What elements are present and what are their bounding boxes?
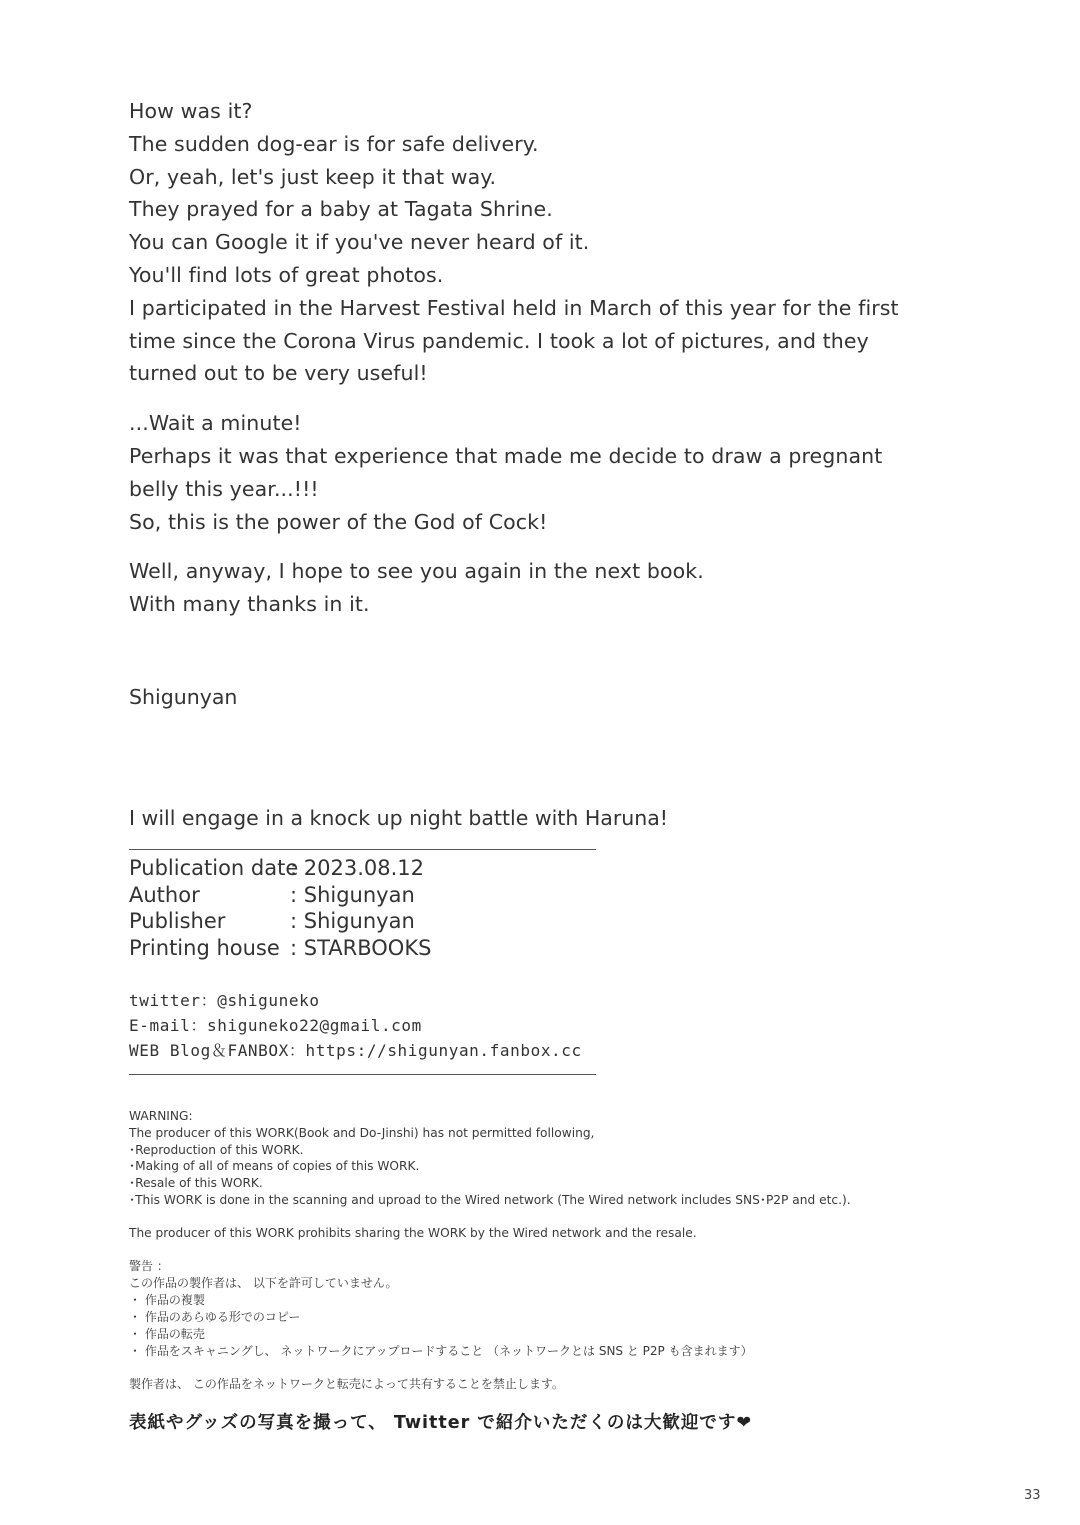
page-number: 33	[1024, 1488, 1041, 1503]
warning-english	[129, 1108, 851, 1242]
warning-item: ・ 作品の転売	[129, 1327, 205, 1341]
afterword-line: With many thanks in it.	[129, 592, 370, 617]
warning-item: ・ 作品をスキャニングし、 ネットワークにアップロードすること （ネットワークとは SNS と P2P も含まれます）	[129, 1344, 753, 1358]
warning-intro: The producer of this WORK(Book and Do-Jinshi) has not permitted following,	[129, 1125, 595, 1140]
afterword-line: I participated in the Harvest Festival held in March of this year for the first	[129, 295, 899, 320]
welcome-text: 表紙やグッズの写真を撮って、 Twitter で紹介いただくのは大歓迎です	[129, 1413, 737, 1433]
afterword-line: turned out to be very useful!	[129, 361, 428, 386]
web-link: WEB Blog＆FANBOX：https://shigunyan.fanbox.cc	[129, 1041, 582, 1060]
warning-item: ･This WORK is done in the scanning and uproad to the Wired network (The Wired network includes SNS･P2P and etc.).	[129, 1192, 851, 1207]
afterword-paragraph-2	[129, 407, 899, 538]
warning-item: ・ 作品のあらゆる形でのコピー	[129, 1310, 301, 1324]
colophon-row	[129, 855, 431, 882]
afterword-line: The sudden dog-ear is for safe delivery.	[129, 131, 539, 156]
colophon-label: Publisher	[129, 909, 226, 933]
afterword-line: Or, yeah, let's just keep it that way.	[129, 164, 497, 189]
colophon-value: : Shigunyan	[290, 882, 415, 907]
afterword-line: How was it?	[129, 99, 253, 123]
colophon-value: : 2023.08.12	[290, 856, 424, 880]
warning-item: ･Reproduction of this WORK.	[129, 1142, 304, 1157]
twitter-handle: twitter：@shiguneko	[129, 991, 320, 1010]
warning-japanese	[129, 1258, 753, 1393]
colophon-row	[129, 935, 431, 962]
warning-closing: 製作者は、 この作品をネットワークと転売によって共有することを禁止します。	[129, 1377, 564, 1391]
colophon-value: : Shigunyan	[290, 909, 415, 933]
welcome-note	[129, 1409, 752, 1434]
colophon-row	[129, 908, 431, 935]
warning-item: ･Resale of this WORK.	[129, 1176, 263, 1191]
afterword-paragraph-1	[129, 95, 899, 390]
heart-icon: ❤	[736, 1413, 753, 1433]
warning-heading: 警告 ：	[129, 1259, 169, 1273]
divider	[129, 849, 596, 850]
afterword-line: ...Wait a minute!	[129, 411, 302, 436]
author-signature: Shigunyan	[129, 685, 238, 709]
warning-closing: The producer of this WORK prohibits sharing the WORK by the Wired network and the resale.	[129, 1225, 697, 1240]
colophon-row	[129, 882, 431, 909]
warning-item: ･Making of all of means of copies of this WORK.	[129, 1159, 420, 1174]
afterword-line: You can Google it if you've never heard of it.	[129, 230, 590, 255]
afterword-line: Well, anyway, I hope to see you again in the next book.	[129, 559, 704, 584]
colophon	[129, 855, 431, 961]
afterword-line: Perhaps it was that experience that made me decide to draw a pregnant	[129, 443, 883, 468]
email-address: E-mail：shiguneko22@gmail.com	[129, 1016, 422, 1035]
book-title: I will engage in a knock up night battle with Haruna!	[129, 806, 669, 830]
afterword	[129, 95, 899, 638]
afterword-line: They prayed for a baby at Tagata Shrine.	[129, 197, 553, 222]
colophon-value: : STARBOOKS	[290, 935, 432, 960]
afterword-line: belly this year...!!!	[129, 476, 319, 501]
warning-intro: この作品の製作者は、 以下を許可していません。	[129, 1276, 398, 1290]
warning-heading: WARNING:	[129, 1109, 193, 1123]
warning-item: ・ 作品の複製	[129, 1293, 205, 1307]
divider	[129, 1074, 596, 1075]
afterword-line: You'll find lots of great photos.	[129, 262, 444, 287]
colophon-label: Publication date	[129, 856, 299, 880]
afterword-line: time since the Corona Virus pandemic. I took a lot of pictures, and they	[129, 328, 869, 353]
afterword-paragraph-3	[129, 555, 899, 621]
colophon-label: Author	[129, 882, 200, 907]
colophon-label: Printing house	[129, 935, 280, 960]
contact-info	[129, 988, 582, 1063]
afterword-line: So, this is the power of the God of Cock!	[129, 509, 548, 534]
